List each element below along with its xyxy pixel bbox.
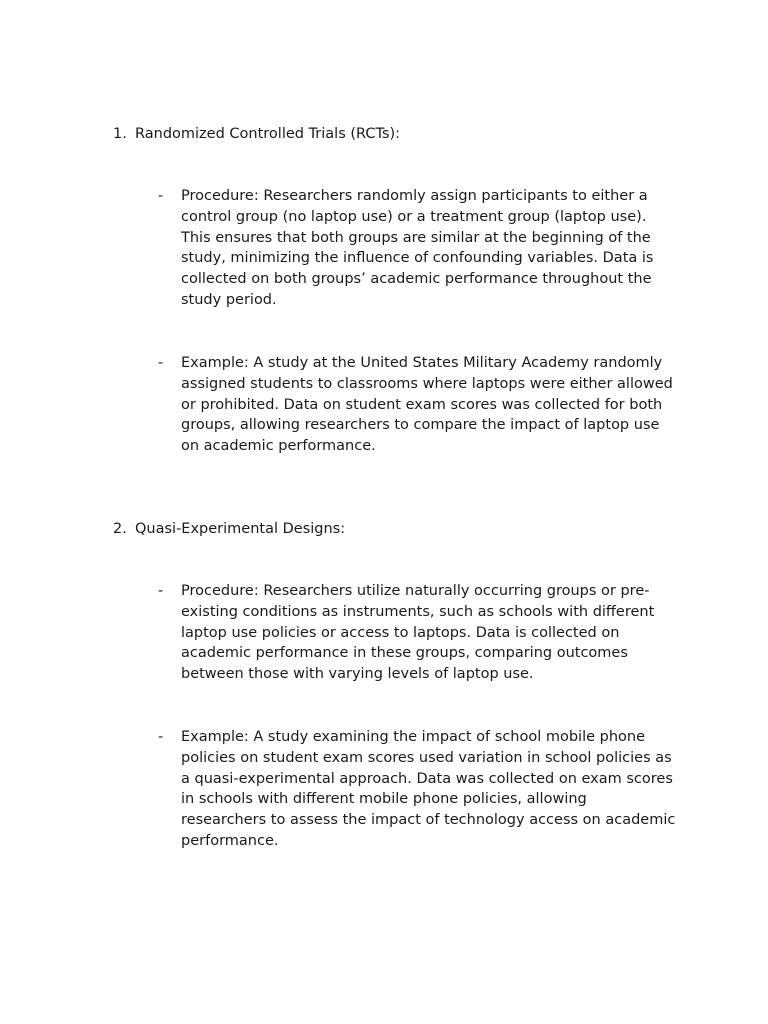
section-title: Quasi-Experimental Designs: — [135, 521, 346, 537]
section-title: Randomized Controlled Trials (RCTs): — [135, 126, 401, 142]
list-item-text: Procedure: Researchers utilize naturally occurring groups or pre-existing conditions as instruments, such as schools with different laptop use policies or access to laptops. Data is collected on academic performance in these groups, comparing outcomes between those with varying levels of laptop use. — [181, 583, 655, 682]
section-quasi-experimental — [113, 519, 693, 849]
section-number: 2. — [113, 521, 127, 537]
list-marker: - — [158, 729, 164, 745]
list-item-text: Procedure: Researchers randomly assign participants to either a control group (no laptop use) or a treatment group (laptop use). This ensures that both groups are similar at the beginning of the study, minimizing the influence of confounding variables. Data is collected on both groups’ academic performance throughout the study period. — [181, 188, 654, 308]
list-marker: - — [158, 583, 164, 599]
section-rcts — [113, 124, 693, 454]
section-number: 1. — [113, 126, 127, 142]
section-heading — [113, 519, 693, 540]
list-marker: - — [158, 188, 164, 204]
list-item-text: Example: A study examining the impact of school mobile phone policies on student exam scores used variation in school policies as a quasi-experimental approach. Data was collected on exam scores in schools with different mobile phone policies, allowing researchers to assess the impact of technology access on academic performance. — [181, 729, 676, 849]
list-marker: - — [158, 355, 164, 371]
section-heading — [113, 124, 693, 145]
list-item-text: Example: A study at the United States Military Academy randomly assigned students to classrooms where laptops were either allowed or prohibited. Data on student exam scores was collected for both groups, allowing researchers to compare the impact of laptop use on academic performance. — [181, 355, 673, 454]
